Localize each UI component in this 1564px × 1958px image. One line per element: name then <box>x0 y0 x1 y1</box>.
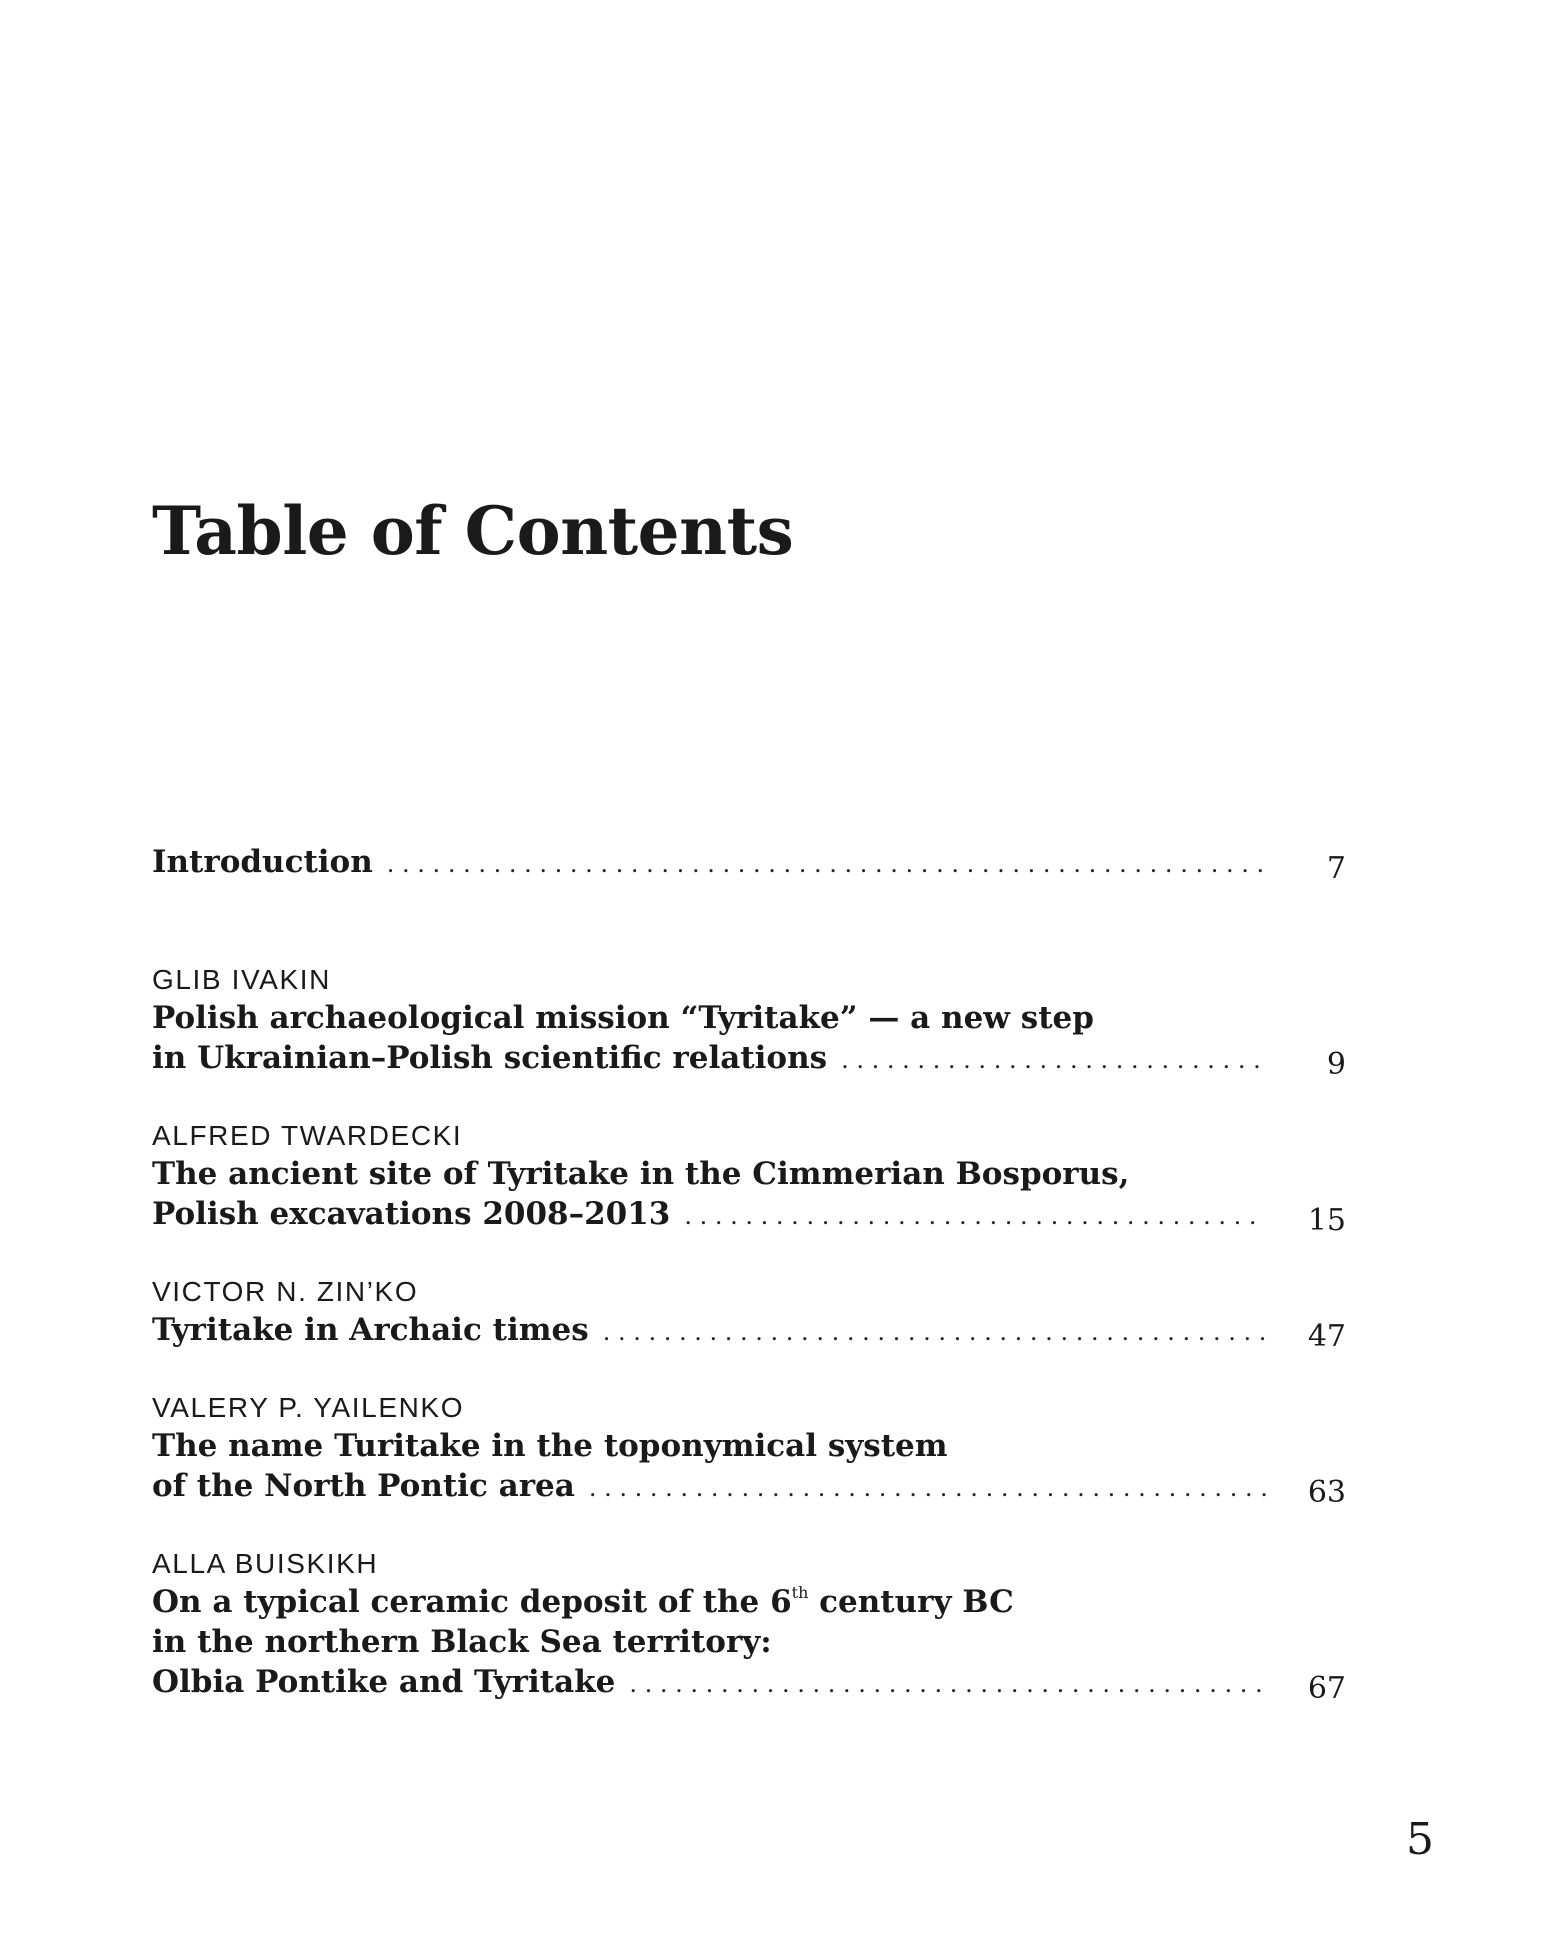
toc-entry-zinko[interactable] <box>152 1274 1346 1354</box>
toc-title-line <box>152 1582 1346 1622</box>
toc-page-number: 67 <box>1307 1671 1346 1706</box>
toc-author: VALERY P. YAILENKO <box>152 1392 465 1423</box>
dot-leader <box>589 1468 1266 1508</box>
toc-page-number: 15 <box>1307 1203 1346 1238</box>
toc-entry-line <box>152 1194 1346 1238</box>
toc-author: ALFRED TWARDECKI <box>152 1120 463 1151</box>
toc-entry-title: Olbia Pontike and Tyritake <box>152 1664 616 1700</box>
toc-page-number: 7 <box>1326 851 1346 886</box>
dot-leader <box>841 1040 1266 1080</box>
dot-leader <box>629 1664 1266 1704</box>
toc-entry-introduction[interactable] <box>152 842 1346 886</box>
toc-entry-title: of the North Pontic area <box>152 1468 575 1504</box>
toc-author: ALLA BUISKIKH <box>152 1548 379 1579</box>
toc-entry-line <box>152 1310 1346 1354</box>
folio-page-number: 5 <box>1406 1814 1434 1865</box>
page-title: Table of Contents <box>152 492 794 570</box>
dot-leader <box>603 1312 1266 1352</box>
toc-title-text: On a typical ceramic deposit of the 6 <box>152 1584 792 1620</box>
ordinal-suffix: th <box>791 1583 809 1602</box>
toc-author: GLIB IVAKIN <box>152 964 331 995</box>
toc-title-line: in the northern Black Sea territory: <box>152 1624 772 1660</box>
dot-leader <box>387 844 1266 884</box>
toc-title-line: The ancient site of Tyritake in the Cimmerian Bosporus, <box>152 1156 1130 1192</box>
toc-entry-title: Tyritake in Archaic times <box>152 1312 589 1348</box>
toc-author: VICTOR N. ZIN’KO <box>152 1276 419 1307</box>
dot-leader <box>684 1196 1266 1236</box>
toc-entry-line <box>152 1038 1346 1082</box>
toc-entry-yailenko[interactable] <box>152 1390 1346 1510</box>
toc-entry-title: Introduction <box>152 844 373 880</box>
toc-entry-title: Polish excavations 2008–2013 <box>152 1196 671 1232</box>
toc-page-number: 63 <box>1307 1475 1346 1510</box>
toc-title-line: Polish archaeological mission “Tyritake” — a new step <box>152 1000 1094 1036</box>
toc-page-number: 9 <box>1326 1047 1346 1082</box>
toc-page-number: 47 <box>1307 1319 1346 1354</box>
toc-title-line: The name Turitake in the toponymical system <box>152 1428 948 1464</box>
toc-entry-line <box>152 842 1346 886</box>
toc-entry-line <box>152 1466 1346 1510</box>
toc-entry-twardecki[interactable] <box>152 1118 1346 1238</box>
toc-entry-line <box>152 1662 1346 1706</box>
toc-title-text: century BC <box>808 1584 1014 1620</box>
toc-entry-ivakin[interactable] <box>152 962 1346 1082</box>
toc-entry-title: in Ukrainian–Polish scientific relations <box>152 1040 828 1076</box>
toc-entry-buiskikh[interactable] <box>152 1546 1346 1706</box>
